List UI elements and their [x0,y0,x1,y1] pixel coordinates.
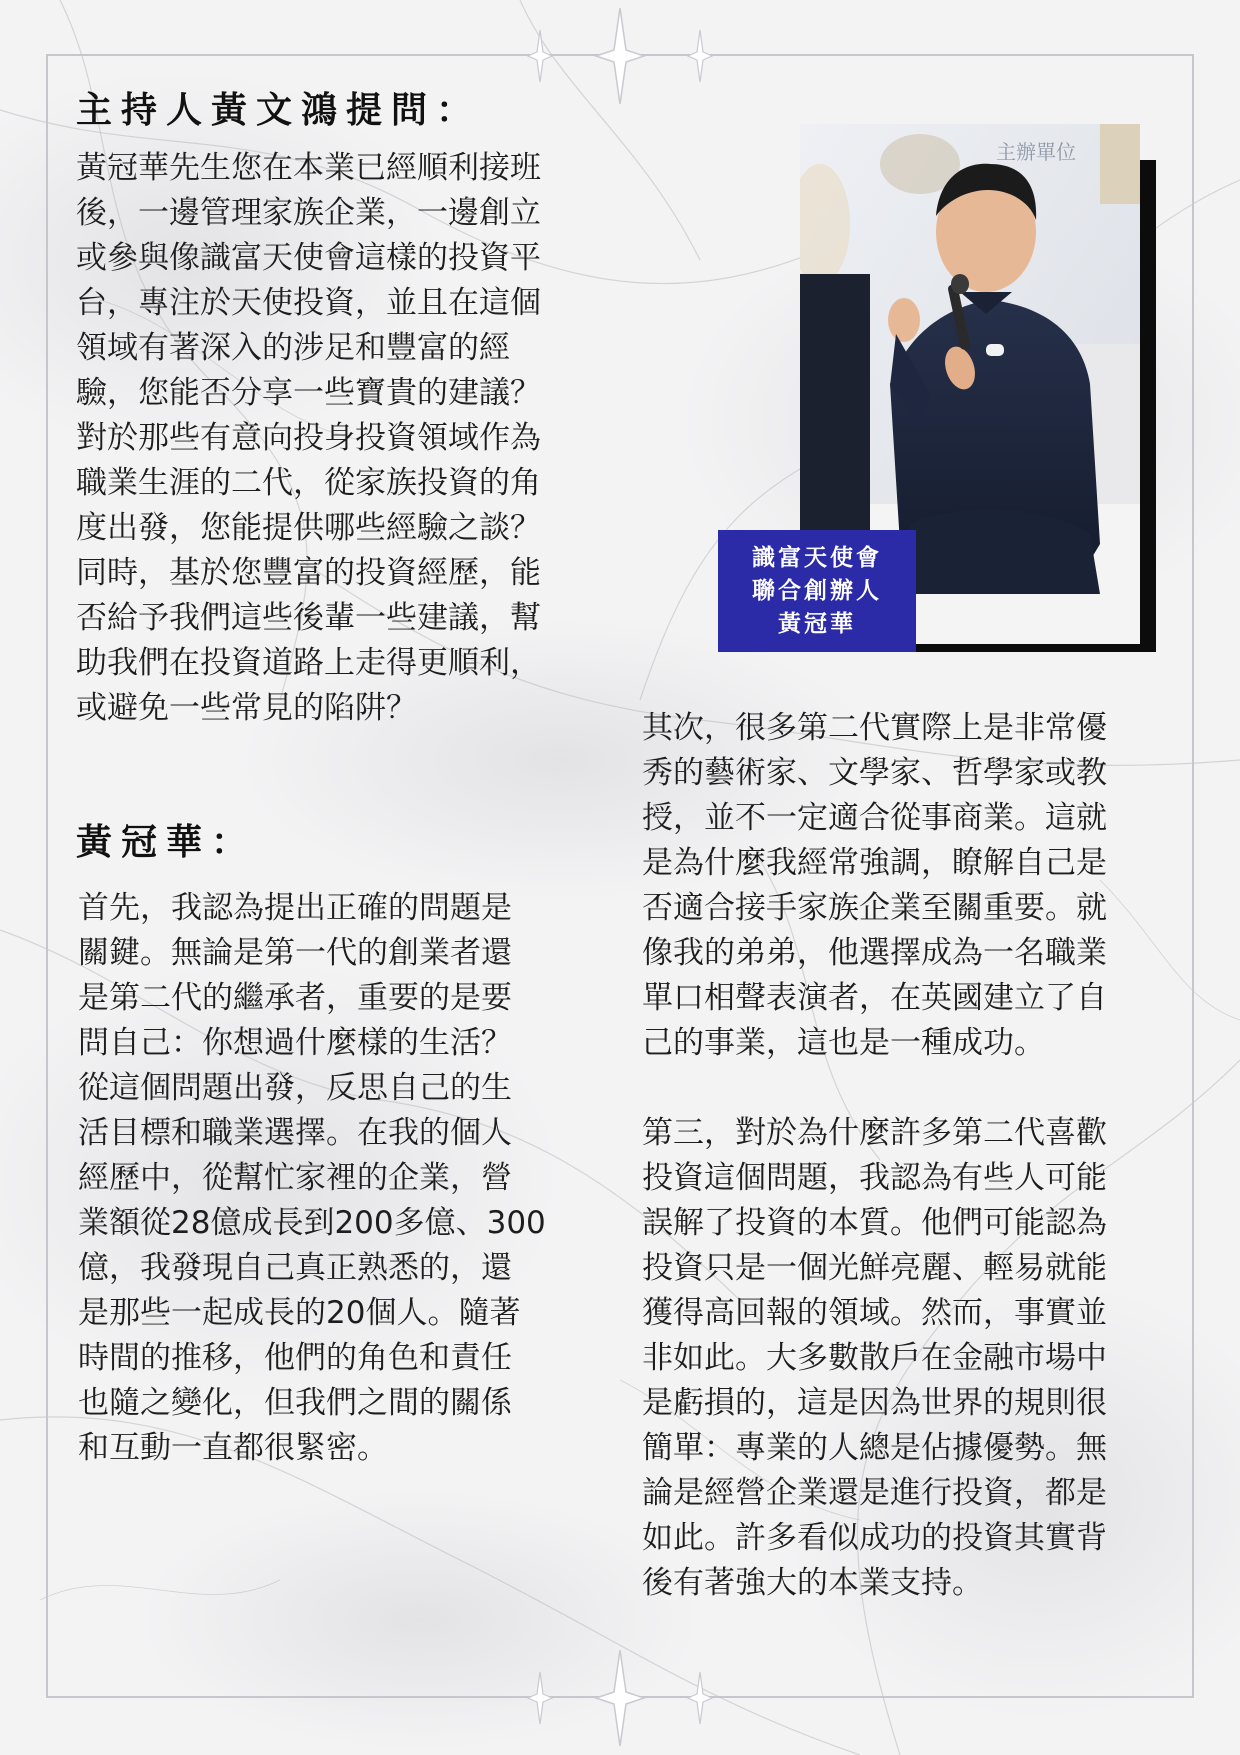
answer-line: 也隨之變化，但我們之間的關係 [78,1385,512,1421]
caption-line: 識富天使會 [752,544,882,571]
caption-line: 黃冠華 [778,610,856,637]
question-line: 黃冠華先生您在本業已經順利接班 [76,150,541,186]
answer-line: 問自己：你想過什麼樣的生活？ [78,1025,512,1061]
backdrop-text: 主辦單位 [996,140,1076,164]
question-line: 對於那些有意向投身投資領域作為 [76,420,541,456]
question-line: 後，一邊管理家族企業，一邊創立 [76,195,541,231]
sparkle-icon-bottom [520,1650,720,1746]
question-line: 台，專注於天使投資，並且在這個 [76,285,541,321]
second-line: 是為什麼我經常強調，瞭解自己是 [642,845,1107,881]
third-line: 誤解了投資的本質。他們可能認為 [642,1205,1107,1241]
question-line: 職業生涯的二代，從家族投資的角 [76,465,541,501]
second-line: 其次，很多第二代實際上是非常優 [642,710,1107,746]
second-line: 己的事業，這也是一種成功。 [642,1025,1045,1061]
third-line: 第三，對於為什麼許多第二代喜歡 [642,1115,1107,1151]
sparkle-icon-top [520,8,720,104]
third-line: 如此。許多看似成功的投資其實背 [642,1520,1107,1556]
answer-line: 經歷中，從幫忙家裡的企業，營 [78,1160,512,1196]
answer-line: 是第二代的繼承者，重要的是要 [78,980,512,1016]
question-line: 同時，基於您豐富的投資經歷，能 [76,555,541,591]
question-line: 否給予我們這些後輩一些建議，幫 [76,600,541,636]
answer-line: 億，我發現自己真正熟悉的，還 [78,1250,512,1286]
answer-line: 活目標和職業選擇。在我的個人 [78,1115,512,1151]
question-line: 驗，您能否分享一些寶貴的建議？ [76,375,541,411]
third-line: 是虧損的，這是因為世界的規則很 [642,1385,1107,1421]
second-line: 秀的藝術家、文學家、哲學家或教 [642,755,1107,791]
caption-line: 聯合創辦人 [752,577,882,604]
question-line: 領域有著深入的涉足和豐富的經 [76,330,510,366]
answer-heading: 黃冠華： [76,821,257,863]
question-line: 或參與像識富天使會這樣的投資平 [76,240,541,276]
question-line: 或避免一些常見的陷阱？ [76,690,417,726]
question-line: 助我們在投資道路上走得更順利， [76,645,541,681]
answer-line: 從這個問題出發，反思自己的生 [78,1070,512,1106]
third-line: 論是經營企業還是進行投資，都是 [642,1475,1107,1511]
second-line: 像我的弟弟，他選擇成為一名職業 [642,935,1107,971]
answer-line: 和互動一直都很緊密。 [78,1430,388,1466]
answer-line: 首先，我認為提出正確的問題是 [78,890,512,926]
third-line: 投資這個問題，我認為有些人可能 [642,1160,1107,1196]
third-line: 非如此。大多數散戶在金融市場中 [642,1340,1107,1376]
third-line: 後有著強大的本業支持。 [642,1565,983,1601]
answer-line: 時間的推移，他們的角色和責任 [78,1340,512,1376]
answer-line: 業額從28億成長到200多億、300 [78,1205,546,1241]
question-heading: 主持人黃文鴻提問： [76,89,482,131]
third-line: 投資只是一個光鮮亮麗、輕易就能 [642,1250,1107,1286]
second-line: 否適合接手家族企業至關重要。就 [642,890,1107,926]
answer-line: 關鍵。無論是第一代的創業者還 [78,935,512,971]
second-line: 單口相聲表演者，在英國建立了自 [642,980,1107,1016]
third-line: 簡單：專業的人總是佔據優勢。無 [642,1430,1107,1466]
third-line: 獲得高回報的領域。然而，事實並 [642,1295,1107,1331]
answer-line: 是那些一起成長的20個人。隨著 [78,1295,521,1331]
photo-caption [718,530,916,652]
question-line: 度出發，您能提供哪些經驗之談？ [76,510,541,546]
second-line: 授，並不一定適合從事商業。這就 [642,800,1107,836]
